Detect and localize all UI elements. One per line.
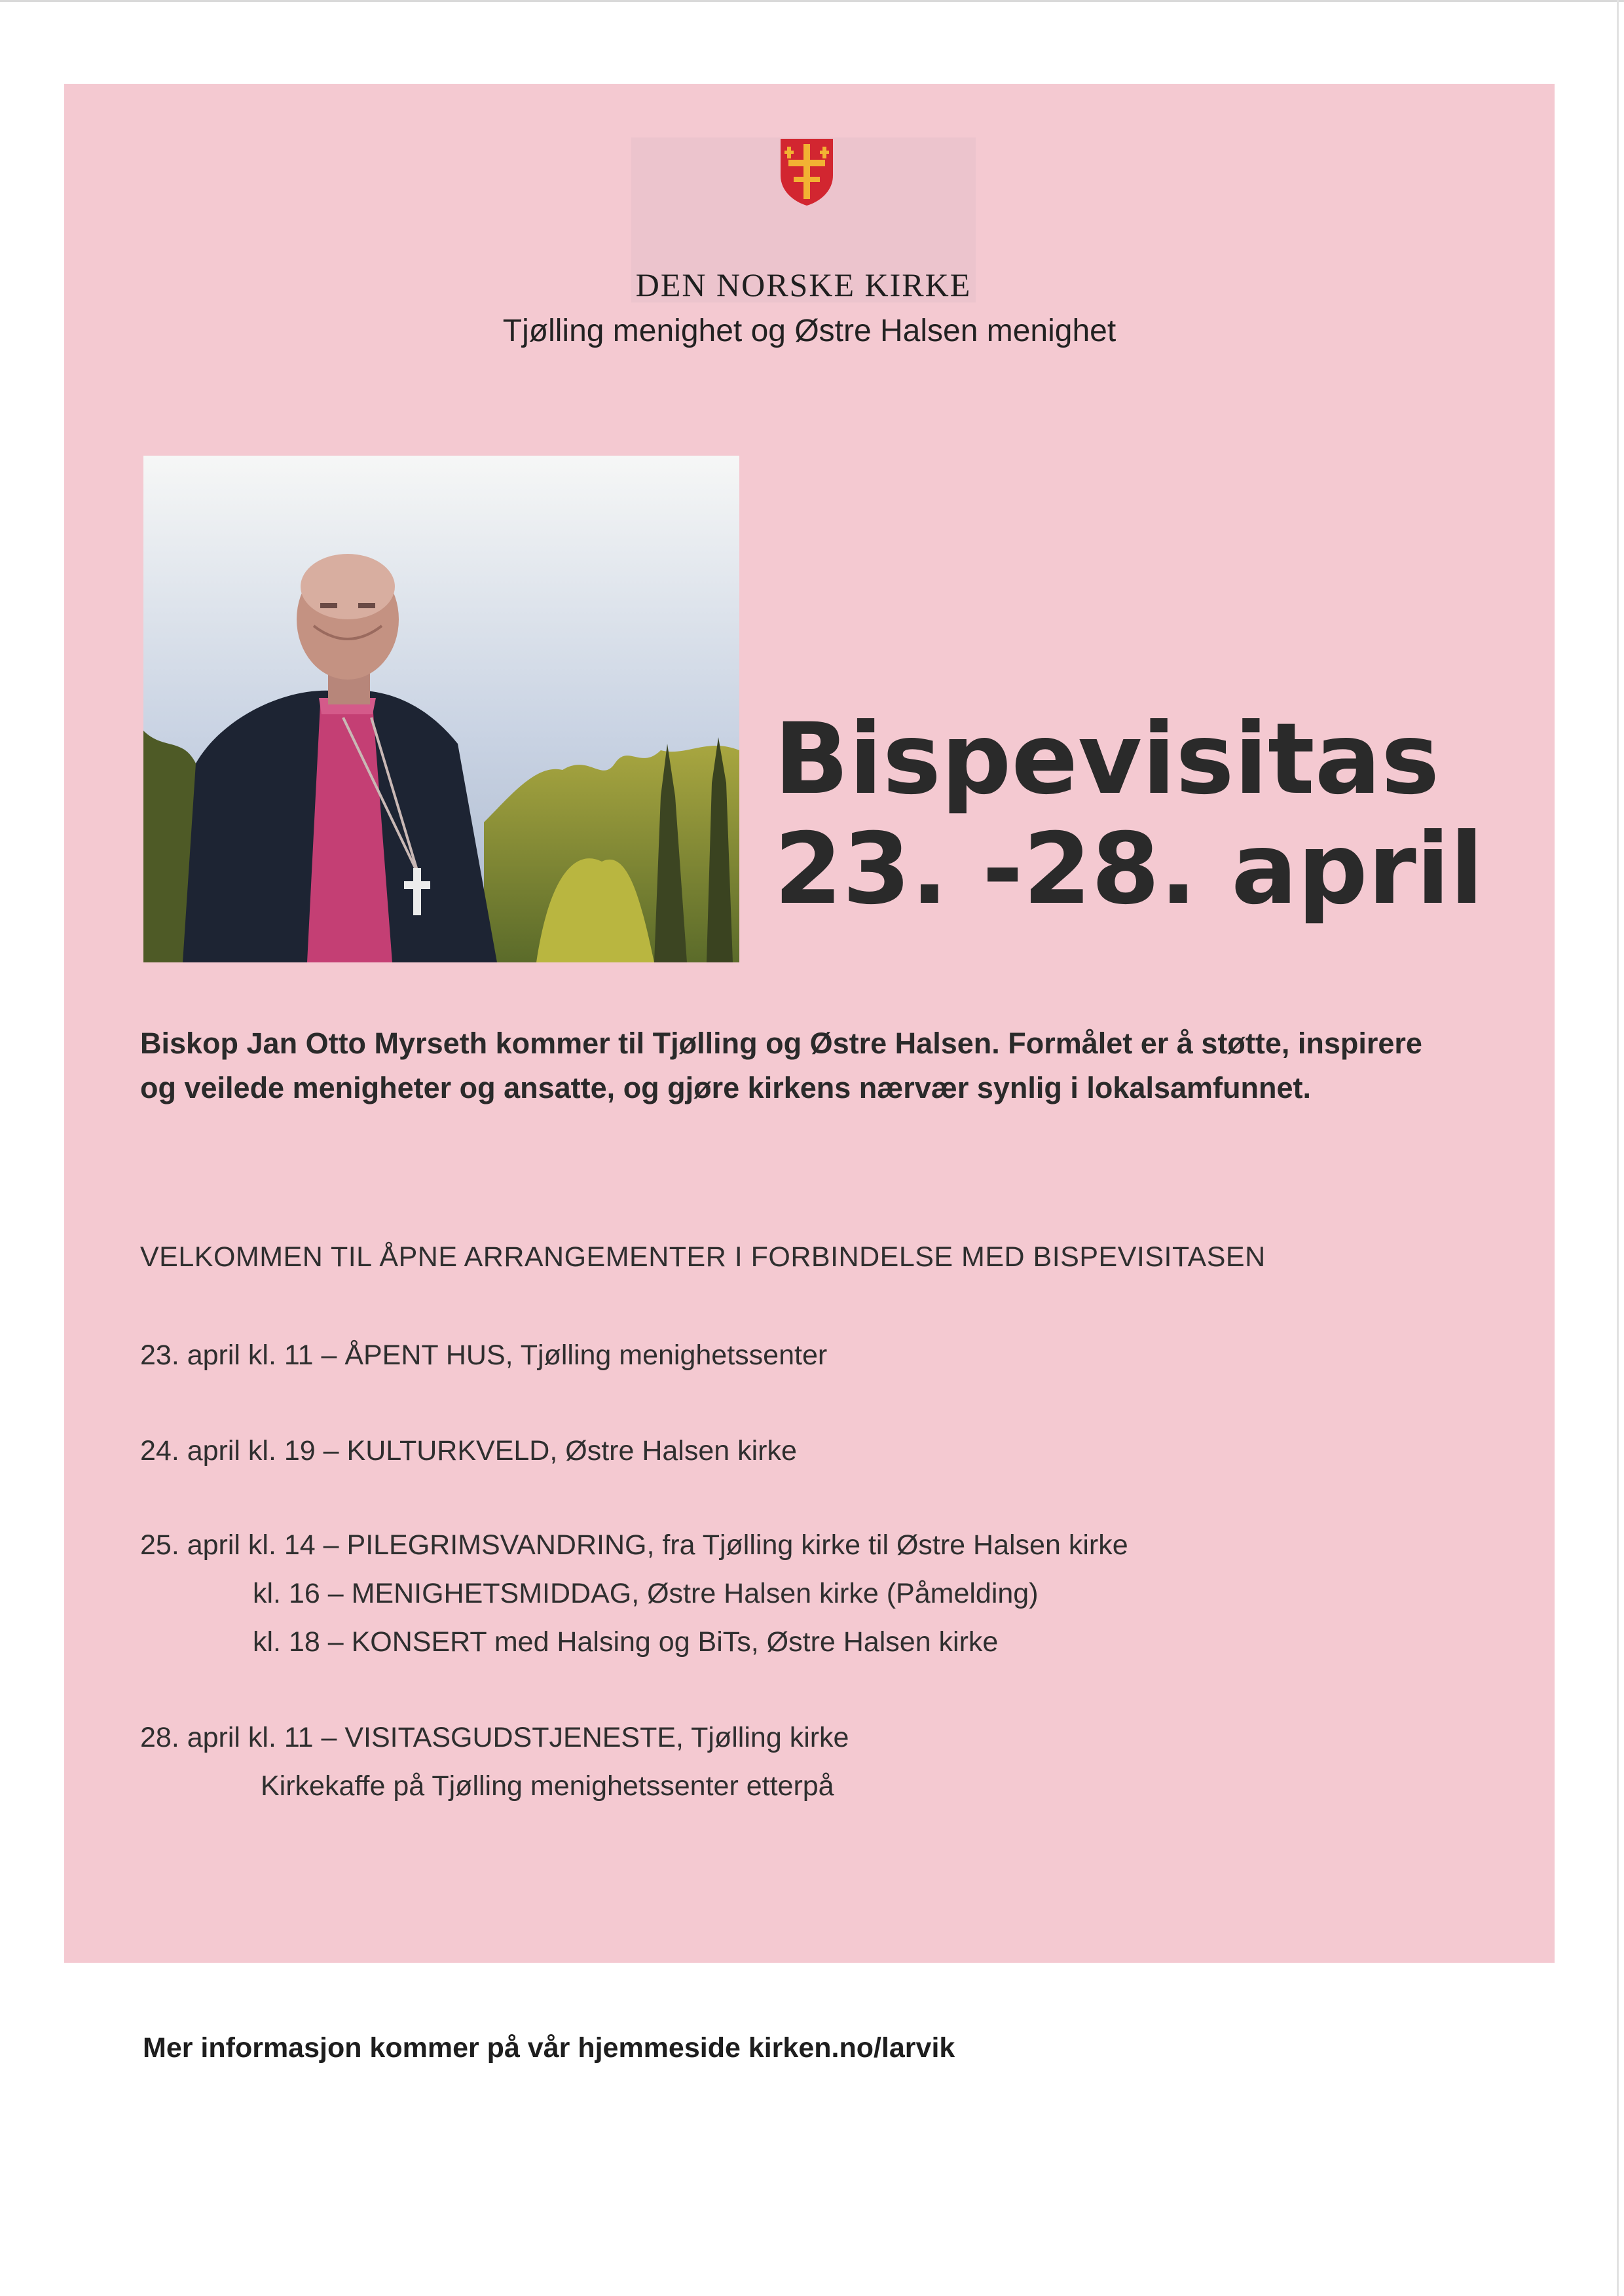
schedule-item: Kirkekaffe på Tjølling menighetssenter etterpå [261,1770,834,1802]
schedule-item: 23. april kl. 11 – ÅPENT HUS, Tjølling menighetssenter [140,1339,828,1371]
schedule-item: 24. april kl. 19 – KULTURKVELD, Østre Halsen kirke [140,1435,797,1467]
intro-line: Biskop Jan Otto Myrseth kommer til Tjølling og Østre Halsen. Formålet er å støtte, inspirere [140,1027,1422,1060]
intro-paragraph [140,1021,1502,1110]
church-shield-cross-icon [779,137,834,207]
scan-edge-right [1617,0,1619,2296]
intro-line: og veilede menigheter og ansatte, og gjøre kirkens nærvær synlig i lokalsamfunnet. [140,1071,1311,1104]
headline-dates: 23. -28. april [774,812,1484,926]
schedule-item: kl. 18 – KONSERT med Halsing og BiTs, Østre Halsen kirke [253,1626,999,1658]
parishes-subtitle: Tjølling menighet og Østre Halsen menighet [502,314,1116,348]
scan-edge-top [0,0,1624,2]
bishop-portrait-image [143,456,739,962]
footer-info: Mer informasjon kommer på vår hjemmeside kirken.no/larvik [143,2032,955,2064]
poster [64,84,1555,1963]
church-logo-text: DEN NORSKE KIRKE [635,266,972,303]
church-logo [631,137,976,302]
schedule-item: 25. april kl. 14 – PILEGRIMSVANDRING, fra Tjølling kirke til Østre Halsen kirke [140,1529,1128,1561]
schedule-item: 28. april kl. 11 – VISITASGUDSTJENESTE, Tjølling kirke [140,1722,849,1753]
schedule-item: kl. 16 – MENIGHETSMIDDAG, Østre Halsen kirke (Påmelding) [253,1578,1039,1609]
headline [774,704,1494,924]
welcome-heading: VELKOMMEN TIL ÅPNE ARRANGEMENTER I FORBINDELSE MED BISPEVISITASEN [140,1241,1266,1273]
headline-title: Bispevisitas [774,702,1440,816]
